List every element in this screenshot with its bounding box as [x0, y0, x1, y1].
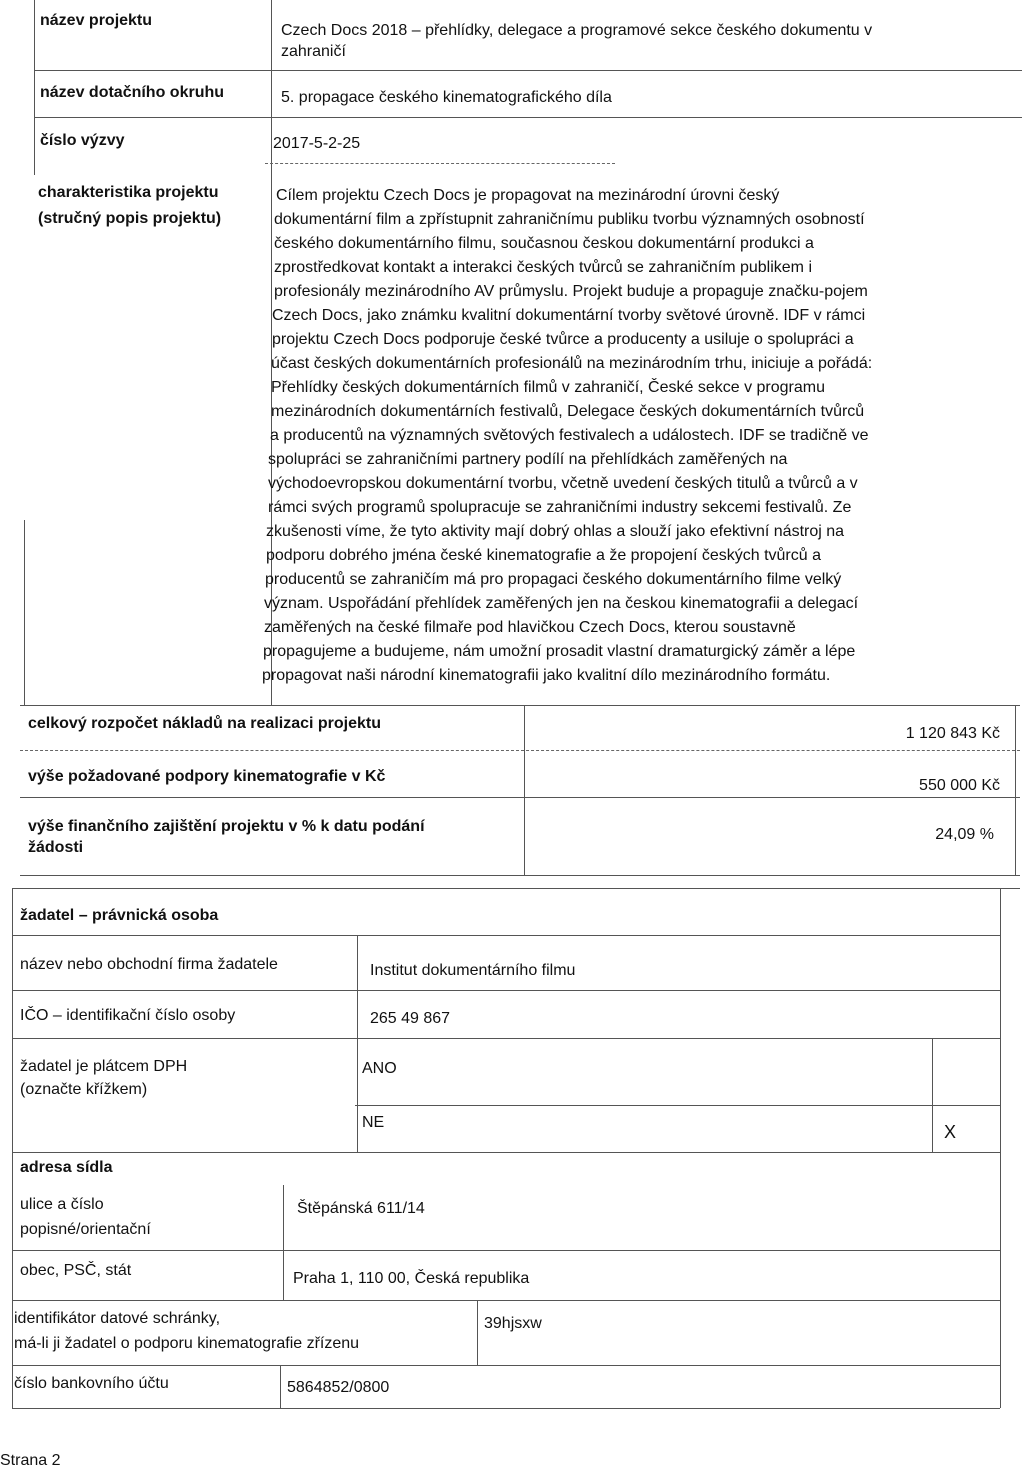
- address-column-divider: [283, 1185, 284, 1300]
- description-line: profesionály mezinárodního AV průmyslu. Projekt buduje a propaguje značku-pojem: [274, 283, 868, 300]
- grant-area-value: 5. propagace českého kinematografického díla: [281, 89, 612, 106]
- bank-account-value: 5864852/0800: [287, 1379, 390, 1396]
- applicant-column-divider: [357, 935, 358, 1152]
- applicant-section-title: žadatel – právnická osoba: [20, 907, 219, 924]
- databox-column-divider: [477, 1300, 478, 1365]
- description-line: mezinárodních dokumentárních festivalů, Delegace českých dokumentárních tvůrců: [271, 403, 865, 420]
- call-number-value: 2017-5-2-25: [273, 135, 361, 152]
- description-line: Czech Docs, jako známku kvalitní dokumentární tvorby světové úrovně. IDF v rámci: [272, 307, 866, 324]
- description-line: rámci svých programů spolupracuje se zahraničními industry sekcemi festivalů. Ze: [268, 499, 852, 516]
- applicant-firm-label: název nebo obchodní firma žadatele: [20, 956, 278, 973]
- description-line: význam. Uspořádání přehlídek zaměřených jen na českou kinematografii a delegací: [264, 595, 859, 612]
- street-value: Štěpánská 611/14: [297, 1200, 425, 1217]
- description-line: zaměřených na české filmaře pod hlavičkou Czech Docs, kterou soustavně: [264, 619, 796, 636]
- description-line: českého dokumentárního filmu, současnou českou dokumentární produkci a: [274, 235, 814, 252]
- address-section-title: adresa sídla: [20, 1159, 113, 1176]
- row-divider: [12, 990, 1000, 991]
- table-left-border: [24, 520, 25, 705]
- requested-support-label: výše požadované podpory kinematografie v Kč: [28, 768, 386, 785]
- vat-yes-option[interactable]: ANO: [362, 1060, 397, 1077]
- row-divider: [12, 1152, 1000, 1153]
- grant-area-label: název dotačního okruhu: [40, 84, 225, 101]
- budget-table-top: [20, 705, 1020, 706]
- row-divider: [12, 1250, 1000, 1251]
- city-label: obec, PSČ, stát: [20, 1262, 132, 1279]
- description-line: podporu dobrého jména české kinematografie a že propojení českých tvůrců a: [266, 547, 821, 564]
- description-line: propagujeme a budujeme, nám umožní prosadit vlastní dramaturgický záměr a lépe: [263, 643, 856, 660]
- applicant-firm-value: Institut dokumentárního filmu: [370, 962, 576, 979]
- funding-percent-label: výše finančního zajištění projektu v % k datu podání žádosti: [28, 818, 425, 856]
- applicant-left-border: [12, 888, 13, 1408]
- description-line: východoevropskou dokumentární tvorbu, včetně uvedení českých titulů a tvůrců a v: [268, 475, 858, 492]
- row-divider: [12, 1038, 1000, 1039]
- row-divider: [34, 117, 1022, 118]
- description-line: účast českých dokumentárních profesionálů na mezinárodním trhu, iniciuje a pořádá:: [271, 355, 873, 372]
- description-line: zkušenosti víme, že tyto aktivity mají dobrý ohlas a slouží jako efektivní nástroj na: [266, 523, 845, 540]
- applicant-table-top: [12, 888, 1020, 889]
- vat-no-checkmark[interactable]: X: [944, 1122, 957, 1142]
- row-divider: [12, 1300, 1000, 1301]
- description-line: dokumentární film a zpřístupnit zahraničnímu publiku tvorbu významných osobností: [274, 211, 865, 228]
- total-budget-value: 1 120 843 Kč: [905, 725, 1000, 742]
- description-line: propagovat naši národní kinematografii jako kvalitní dílo mezinárodního formátu.: [262, 667, 831, 684]
- applicant-ico-value: 265 49 867: [370, 1010, 451, 1027]
- funding-percent-value: 24,09 %: [935, 826, 994, 843]
- row-divider: [34, 70, 1022, 71]
- requested-support-value: 550 000 Kč: [919, 777, 1000, 794]
- databox-value: 39hjsxw: [484, 1315, 542, 1332]
- project-name-value: Czech Docs 2018 – přehlídky, delegace a programové sekce českého dokumentu v zahraničí: [281, 22, 873, 60]
- project-description-label: charakteristika projektu (stručný popis projektu): [38, 184, 222, 227]
- row-divider: [20, 797, 1020, 798]
- description-line: Přehlídky českých dokumentárních filmů v zahraničí, České sekce v programu: [271, 379, 826, 396]
- vat-no-option[interactable]: NE: [362, 1114, 385, 1131]
- vat-checkbox-divider: [932, 1038, 933, 1152]
- row-divider: [12, 1365, 1000, 1366]
- description-line: Cílem projektu Czech Docs je propagovat na mezinárodní úrovni český: [276, 187, 780, 204]
- row-divider: [12, 935, 1000, 936]
- bank-column-divider: [280, 1365, 281, 1408]
- row-divider: [265, 163, 615, 164]
- table-left-border: [34, 0, 35, 175]
- vat-payer-label: žadatel je plátcem DPH (označte křížkem): [20, 1058, 188, 1098]
- project-name-label: název projektu: [40, 12, 153, 29]
- bank-account-label: číslo bankovního účtu: [14, 1375, 169, 1392]
- description-line: producentů se zahraničím má pro propagaci českého dokumentárního filme velký: [265, 571, 842, 588]
- row-divider: [20, 750, 1020, 751]
- project-description-text: [262, 185, 1018, 686]
- databox-label: identifikátor datové schránky, má-li ji žadatel o podporu kinematografie zřízenu: [14, 1310, 360, 1352]
- budget-table-bottom: [20, 875, 1020, 876]
- page-number: Strana 2: [0, 1452, 61, 1469]
- applicant-table-bottom: [12, 1408, 1000, 1409]
- applicant-right-border: [1000, 888, 1001, 1408]
- budget-column-divider: [524, 705, 525, 875]
- description-line: a producentů na významných světových festivalech a událostech. IDF se tradičně ve: [270, 427, 869, 444]
- call-number-label: číslo výzvy: [40, 132, 125, 149]
- description-line: spolupráci se zahraničními partnery podílí na přehlídkách zaměřených na: [268, 451, 788, 468]
- applicant-ico-label: IČO – identifikační číslo osoby: [20, 1007, 236, 1024]
- city-value: Praha 1, 110 00, Česká republika: [293, 1270, 530, 1287]
- description-line: zprostředkovat kontakt a interakci českých tvůrců se zahraničním publikem i: [274, 259, 813, 276]
- total-budget-label: celkový rozpočet nákladů na realizaci projektu: [28, 715, 382, 732]
- street-label: ulice a číslo popisné/orientační: [20, 1196, 151, 1238]
- row-divider: [355, 1105, 1000, 1106]
- description-line: projektu Czech Docs podporuje české tvůrce a producenty a usiluje o spolupráci a: [272, 331, 854, 348]
- budget-right-border: [1015, 705, 1016, 875]
